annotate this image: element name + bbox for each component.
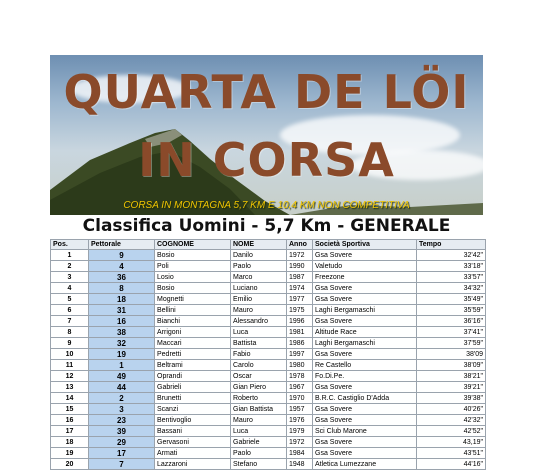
cell-pettorale: 9	[89, 250, 155, 261]
event-title-line2: IN CORSA	[138, 133, 395, 187]
header-pettorale: Pettorale	[89, 240, 155, 250]
cell-cognome: Bosio	[155, 250, 231, 261]
cell-societa: Gsa Sovere	[313, 349, 417, 360]
cell-anno: 1984	[287, 448, 313, 459]
cell-pos: 17	[51, 426, 89, 437]
cell-nome: Paolo	[231, 261, 287, 272]
cell-pettorale: 32	[89, 338, 155, 349]
cell-cognome: Scanzi	[155, 404, 231, 415]
cell-tempo: 44'16"	[417, 459, 486, 470]
cell-nome: Danilo	[231, 250, 287, 261]
table-row	[51, 404, 486, 415]
cell-tempo: 33'18"	[417, 261, 486, 272]
cell-pos: 10	[51, 349, 89, 360]
event-banner	[50, 55, 483, 215]
header-societa: Società Sportiva	[313, 240, 417, 250]
cell-pettorale: 31	[89, 305, 155, 316]
cell-tempo: 43,19"	[417, 437, 486, 448]
cell-tempo: 38'09	[417, 349, 486, 360]
cell-nome: Luca	[231, 426, 287, 437]
cell-pos: 18	[51, 437, 89, 448]
table-row	[51, 272, 486, 283]
cell-tempo: 35'59"	[417, 305, 486, 316]
cell-anno: 1957	[287, 404, 313, 415]
cell-cognome: Gervasoni	[155, 437, 231, 448]
table-row	[51, 426, 486, 437]
table-row	[51, 459, 486, 470]
cell-cognome: Mognetti	[155, 294, 231, 305]
cell-societa: Fo.Di.Pe.	[313, 371, 417, 382]
cell-cognome: Bassani	[155, 426, 231, 437]
cell-tempo: 43'51"	[417, 448, 486, 459]
cell-tempo: 34'32"	[417, 283, 486, 294]
cell-nome: Battista	[231, 338, 287, 349]
cell-anno: 1997	[287, 349, 313, 360]
ranking-heading: Classifica Uomini - 5,7 Km - GENERALE	[82, 216, 451, 236]
table-row	[51, 294, 486, 305]
cell-cognome: Armati	[155, 448, 231, 459]
cell-cognome: Bentivoglio	[155, 415, 231, 426]
cell-societa: Re Castello	[313, 360, 417, 371]
table-row	[51, 283, 486, 294]
cell-societa: Atletica Lumezzane	[313, 459, 417, 470]
cell-nome: Luciano	[231, 283, 287, 294]
cell-pos: 8	[51, 327, 89, 338]
cell-pos: 4	[51, 283, 89, 294]
cell-pos: 16	[51, 415, 89, 426]
cell-tempo: 38'09"	[417, 360, 486, 371]
cell-pos: 7	[51, 316, 89, 327]
cell-pos: 15	[51, 404, 89, 415]
cell-tempo: 39'21"	[417, 382, 486, 393]
cell-nome: Paolo	[231, 448, 287, 459]
cell-cognome: Brunetti	[155, 393, 231, 404]
cell-tempo: 33'57"	[417, 272, 486, 283]
cell-societa: Gsa Sovere	[313, 316, 417, 327]
cell-pos: 6	[51, 305, 89, 316]
cell-pettorale: 2	[89, 393, 155, 404]
cell-nome: Mauro	[231, 305, 287, 316]
cell-pettorale: 39	[89, 426, 155, 437]
cell-cognome: Poli	[155, 261, 231, 272]
cell-nome: Emilio	[231, 294, 287, 305]
cell-societa: Gsa Sovere	[313, 437, 417, 448]
cell-anno: 1987	[287, 272, 313, 283]
cell-anno: 1970	[287, 393, 313, 404]
cell-anno: 1972	[287, 437, 313, 448]
cell-pos: 1	[51, 250, 89, 261]
cell-anno: 1974	[287, 283, 313, 294]
cell-societa: Valetudo	[313, 261, 417, 272]
cell-anno: 1978	[287, 371, 313, 382]
cell-anno: 1975	[287, 305, 313, 316]
cell-nome: Alessandro	[231, 316, 287, 327]
cell-anno: 1948	[287, 459, 313, 470]
cell-pettorale: 29	[89, 437, 155, 448]
cell-societa: Freezone	[313, 272, 417, 283]
cell-societa: Gsa Sovere	[313, 415, 417, 426]
cell-societa: Gsa Sovere	[313, 294, 417, 305]
cell-anno: 1967	[287, 382, 313, 393]
cell-nome: Gabriele	[231, 437, 287, 448]
cell-cognome: Bosio	[155, 283, 231, 294]
cell-societa: Sci Club Marone	[313, 426, 417, 437]
cell-pettorale: 38	[89, 327, 155, 338]
table-row	[51, 437, 486, 448]
table-row	[51, 338, 486, 349]
cell-pettorale: 23	[89, 415, 155, 426]
header-pos: Pos.	[51, 240, 89, 250]
cell-pettorale: 7	[89, 459, 155, 470]
header-nome: NOME	[231, 240, 287, 250]
cell-pettorale: 49	[89, 371, 155, 382]
table-header-row	[51, 240, 486, 250]
table-row	[51, 371, 486, 382]
cell-nome: Carolo	[231, 360, 287, 371]
header-tempo: Tempo	[417, 240, 486, 250]
cell-pos: 12	[51, 371, 89, 382]
table-row	[51, 316, 486, 327]
cell-pos: 19	[51, 448, 89, 459]
cell-societa: Gsa Sovere	[313, 448, 417, 459]
table-row	[51, 261, 486, 272]
cell-societa: B.R.C. Castiglio D'Adda	[313, 393, 417, 404]
cell-pettorale: 16	[89, 316, 155, 327]
header-cognome: COGNOME	[155, 240, 231, 250]
cell-pos: 13	[51, 382, 89, 393]
cell-cognome: Gabrieli	[155, 382, 231, 393]
event-subtitle: CORSA IN MONTAGNA 5,7 KM E 10,4 KM NON COMPETITIVA	[123, 200, 410, 211]
cell-nome: Luca	[231, 327, 287, 338]
cell-cognome: Losio	[155, 272, 231, 283]
cell-cognome: Maccari	[155, 338, 231, 349]
cell-societa: Altitude Race	[313, 327, 417, 338]
cell-cognome: Pedretti	[155, 349, 231, 360]
cell-tempo: 42'32"	[417, 415, 486, 426]
cell-pettorale: 19	[89, 349, 155, 360]
cell-pettorale: 44	[89, 382, 155, 393]
cell-cognome: Beltrami	[155, 360, 231, 371]
table-row	[51, 415, 486, 426]
cell-tempo: 38'21"	[417, 371, 486, 382]
table-row	[51, 382, 486, 393]
cell-tempo: 35'49"	[417, 294, 486, 305]
cell-societa: Laghi Bergamaschi	[313, 305, 417, 316]
cell-societa: Gsa Sovere	[313, 283, 417, 294]
table-row	[51, 327, 486, 338]
cell-anno: 1972	[287, 250, 313, 261]
cell-societa: Gsa Sovere	[313, 404, 417, 415]
cell-tempo: 32'42"	[417, 250, 486, 261]
cell-tempo: 40'26"	[417, 404, 486, 415]
cell-pos: 5	[51, 294, 89, 305]
cell-societa: Gsa Sovere	[313, 382, 417, 393]
cell-anno: 1981	[287, 327, 313, 338]
cell-pos: 11	[51, 360, 89, 371]
cell-tempo: 37'41"	[417, 327, 486, 338]
cell-anno: 1990	[287, 261, 313, 272]
cell-pettorale: 4	[89, 261, 155, 272]
cell-pos: 14	[51, 393, 89, 404]
cell-nome: Gian Battista	[231, 404, 287, 415]
cell-societa: Laghi Bergamaschi	[313, 338, 417, 349]
cell-cognome: Bellini	[155, 305, 231, 316]
cell-tempo: 36'16"	[417, 316, 486, 327]
cell-cognome: Oprandi	[155, 371, 231, 382]
cell-pettorale: 8	[89, 283, 155, 294]
cell-tempo: 37'59"	[417, 338, 486, 349]
table-row	[51, 448, 486, 459]
cell-cognome: Arrigoni	[155, 327, 231, 338]
table-row	[51, 305, 486, 316]
cell-anno: 1976	[287, 415, 313, 426]
cell-pos: 20	[51, 459, 89, 470]
cell-anno: 1980	[287, 360, 313, 371]
cell-nome: Mauro	[231, 415, 287, 426]
cell-anno: 1986	[287, 338, 313, 349]
cell-pettorale: 1	[89, 360, 155, 371]
cell-pos: 9	[51, 338, 89, 349]
cell-pos: 3	[51, 272, 89, 283]
cell-pettorale: 36	[89, 272, 155, 283]
cell-cognome: Lazzaroni	[155, 459, 231, 470]
cell-nome: Fabio	[231, 349, 287, 360]
cell-societa: Gsa Sovere	[313, 250, 417, 261]
cell-nome: Gian Piero	[231, 382, 287, 393]
cell-pos: 2	[51, 261, 89, 272]
cell-cognome: Bianchi	[155, 316, 231, 327]
table-row	[51, 360, 486, 371]
cell-nome: Marco	[231, 272, 287, 283]
cell-pettorale: 18	[89, 294, 155, 305]
cell-pettorale: 3	[89, 404, 155, 415]
cell-tempo: 42'52"	[417, 426, 486, 437]
cell-tempo: 39'38"	[417, 393, 486, 404]
cell-nome: Oscar	[231, 371, 287, 382]
cell-pettorale: 17	[89, 448, 155, 459]
cell-anno: 1979	[287, 426, 313, 437]
results-table	[50, 239, 486, 470]
cell-nome: Stefano	[231, 459, 287, 470]
table-row	[51, 393, 486, 404]
cell-nome: Roberto	[231, 393, 287, 404]
cell-anno: 1996	[287, 316, 313, 327]
event-title-line1: QUARTA DE LÖI	[63, 65, 470, 119]
header-anno: Anno	[287, 240, 313, 250]
table-row	[51, 349, 486, 360]
table-row	[51, 250, 486, 261]
cell-anno: 1977	[287, 294, 313, 305]
